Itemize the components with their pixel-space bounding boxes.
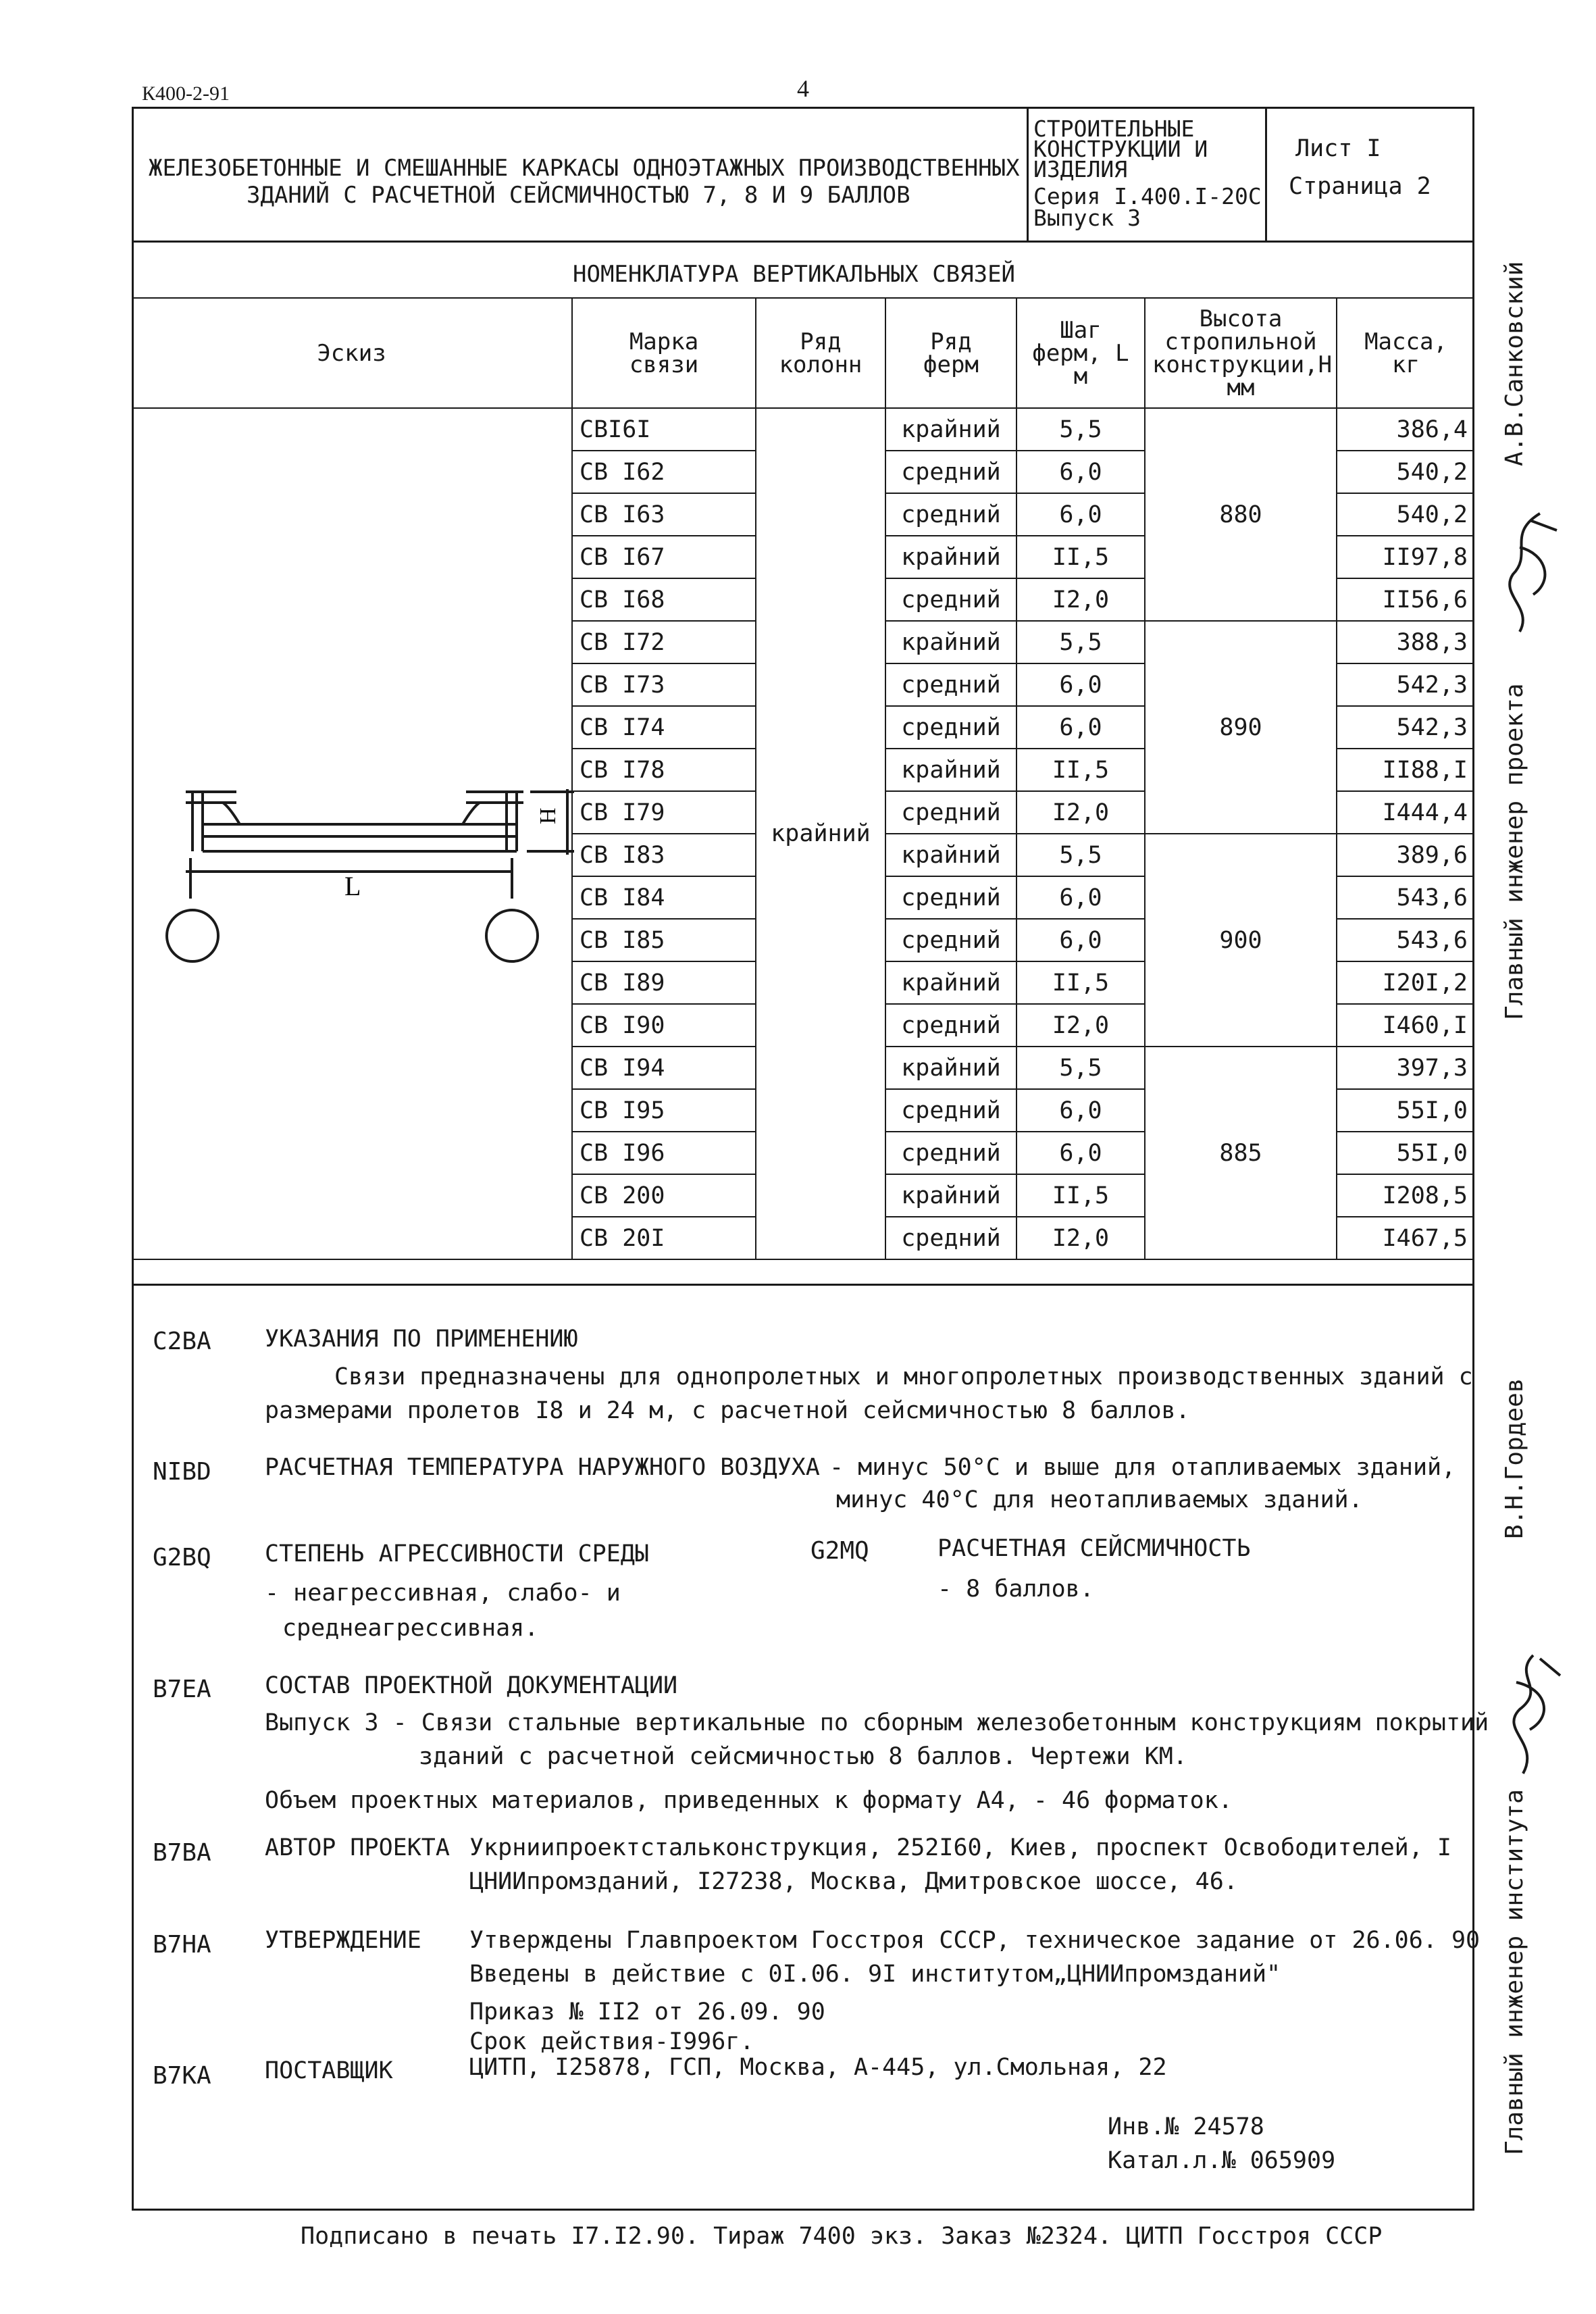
section-usage-text1: Связи предназначены для однопролетных и многопролетных производственных зданий с xyxy=(334,1363,1473,1390)
cell-truss-row: крайний xyxy=(885,1047,1016,1089)
section-approval-text3: Приказ № II2 от 26.09. 90 xyxy=(469,1998,825,2026)
cell-mark: СВ I72 xyxy=(572,621,756,663)
header-divider-2 xyxy=(1265,107,1267,242)
cell-mark: СВ 20I xyxy=(572,1217,756,1259)
doc-code: К400-2-91 xyxy=(142,82,230,105)
category-line3: ИЗДЕЛИЯ xyxy=(1033,156,1128,182)
cell-truss-row: средний xyxy=(885,706,1016,749)
cell-height: 880 xyxy=(1145,408,1337,621)
cell-mark: СВ I83 xyxy=(572,834,756,876)
cell-step: 6,0 xyxy=(1016,919,1145,961)
th-column-row: Ряд колонн xyxy=(756,298,885,408)
cell-mass: II97,8 xyxy=(1337,536,1474,578)
cell-step: 5,5 xyxy=(1016,834,1145,876)
category-line2: КОНСТРУКЦИИ И xyxy=(1033,136,1208,162)
th-step: Шаг ферм, L м xyxy=(1016,298,1145,408)
cell-truss-row: крайний xyxy=(885,536,1016,578)
cell-truss-row: средний xyxy=(885,663,1016,706)
cell-mass: 389,6 xyxy=(1337,834,1474,876)
cell-mass: 543,6 xyxy=(1337,919,1474,961)
section-docs-text1: Выпуск 3 - Связи стальные вертикальные по сборным железобетонным конструкциям покрытий xyxy=(265,1709,1489,1736)
cell-truss-row: крайний xyxy=(885,749,1016,791)
section-usage-text2: размерами пролетов I8 и 24 м, с расчетной сейсмичностью 8 баллов. xyxy=(265,1397,1190,1424)
th-mark: Марка связи xyxy=(572,298,756,408)
side-name-2: В.Н.Гордеев xyxy=(1501,1378,1528,1539)
cell-mass: I444,4 xyxy=(1337,791,1474,834)
catalog-number: Катал.л.№ 065909 xyxy=(1108,2147,1336,2174)
section-seismic-text: - 8 баллов. xyxy=(937,1576,1094,1603)
side-role-1: Главный инженер проекта xyxy=(1501,683,1528,1020)
cell-step: II,5 xyxy=(1016,749,1145,791)
issue-label: Выпуск 3 xyxy=(1033,205,1141,231)
section-author-title: АВТОР ПРОЕКТА xyxy=(265,1834,450,1861)
code-b7ka: В7КА xyxy=(153,2062,211,2090)
section-supplier-text: ЦИТП, I25878, ГСП, Москва, А-445, ул.Смольная, 22 xyxy=(469,2054,1167,2081)
cell-mark: СВ I90 xyxy=(572,1004,756,1047)
cell-step: I2,0 xyxy=(1016,791,1145,834)
section-temp-text1: - минус 50°С и выше для отапливаемых зданий, xyxy=(829,1454,1456,1481)
inventory-number: Инв.№ 24578 xyxy=(1108,2113,1264,2140)
bracing-sketch xyxy=(162,770,594,986)
section-author-text1: Укрниипроектстальконструкция, 252I60, Киев, проспект Освободителей, I xyxy=(469,1834,1451,1861)
cell-mark: СВ I84 xyxy=(572,876,756,919)
cell-step: I2,0 xyxy=(1016,1004,1145,1047)
cell-step: 6,0 xyxy=(1016,451,1145,493)
cell-mark: СВ I73 xyxy=(572,663,756,706)
cell-step: I2,0 xyxy=(1016,578,1145,621)
code-c2ba: С2ВА xyxy=(153,1328,211,1355)
cell-step: II,5 xyxy=(1016,961,1145,1004)
cell-mass: I208,5 xyxy=(1337,1174,1474,1217)
header-divider-1 xyxy=(1027,107,1029,242)
cell-mass: 542,3 xyxy=(1337,663,1474,706)
cell-truss-row: средний xyxy=(885,919,1016,961)
cell-mass: I460,I xyxy=(1337,1004,1474,1047)
cell-step: 5,5 xyxy=(1016,408,1145,451)
cell-truss-row: крайний xyxy=(885,408,1016,451)
cell-truss-row: средний xyxy=(885,1217,1016,1259)
th-height: Высота стропильной конструкции,Н мм xyxy=(1145,298,1337,408)
section-aggr-text1: - неагрессивная, слабо- и xyxy=(265,1580,621,1607)
sketch-label-l: L xyxy=(344,871,361,901)
cell-step: 6,0 xyxy=(1016,1132,1145,1174)
sheet-label: Лист I xyxy=(1295,135,1381,162)
cell-step: 6,0 xyxy=(1016,663,1145,706)
cell-mark: СВ I89 xyxy=(572,961,756,1004)
cell-mark: СВ I62 xyxy=(572,451,756,493)
th-sketch: Эскиз xyxy=(132,298,572,408)
cell-step: 6,0 xyxy=(1016,1089,1145,1132)
cell-mass: 540,2 xyxy=(1337,493,1474,536)
cell-step: 5,5 xyxy=(1016,1047,1145,1089)
cell-truss-row: крайний xyxy=(885,1174,1016,1217)
code-nibd: NIBD xyxy=(153,1458,211,1486)
cell-mass: 55I,0 xyxy=(1337,1132,1474,1174)
table-header-row xyxy=(132,298,1474,408)
section-docs-text3: Объем проектных материалов, приведенных к формату А4, - 46 форматок. xyxy=(265,1787,1233,1814)
cell-mass: 386,4 xyxy=(1337,408,1474,451)
section-author-text2: ЦНИИпромзданий, I27238, Москва, Дмитровское шоссе, 46. xyxy=(469,1868,1238,1895)
cell-mass: II88,I xyxy=(1337,749,1474,791)
section-supplier-title: ПОСТАВЩИК xyxy=(265,2057,393,2084)
cell-truss-row: крайний xyxy=(885,961,1016,1004)
section-docs-text2: зданий с расчетной сейсмичностью 8 баллов. Чертежи КМ. xyxy=(419,1743,1187,1770)
cell-step: 6,0 xyxy=(1016,706,1145,749)
cell-mass: 388,3 xyxy=(1337,621,1474,663)
section-docs-title: СОСТАВ ПРОЕКТНОЙ ДОКУМЕНТАЦИИ xyxy=(265,1672,678,1699)
section-seismic-title: РАСЧЕТНАЯ СЕЙСМИЧНОСТЬ xyxy=(937,1535,1251,1562)
sketch-label-h: H xyxy=(536,807,561,824)
cell-truss-row: крайний xyxy=(885,621,1016,663)
section-usage-title: УКАЗАНИЯ ПО ПРИМЕНЕНИЮ xyxy=(265,1326,578,1353)
cell-step: 6,0 xyxy=(1016,493,1145,536)
cell-height: 885 xyxy=(1145,1047,1337,1259)
code-b7ba: В7ВА xyxy=(153,1839,211,1867)
code-g2bq: G2BQ xyxy=(153,1544,211,1571)
cell-step: 6,0 xyxy=(1016,876,1145,919)
cell-mark: СВ I85 xyxy=(572,919,756,961)
header-bottom-line xyxy=(132,241,1474,243)
signature-2 xyxy=(1493,1649,1574,1784)
cell-mass: 397,3 xyxy=(1337,1047,1474,1089)
page-label: Страница 2 xyxy=(1289,173,1431,200)
cell-mark: СВ I74 xyxy=(572,706,756,749)
cell-truss-row: средний xyxy=(885,1004,1016,1047)
cell-mass: 543,6 xyxy=(1337,876,1474,919)
section-temp-title: РАСЧЕТНАЯ ТЕМПЕРАТУРА НАРУЖНОГО ВОЗДУХА xyxy=(265,1454,820,1481)
cell-height: 890 xyxy=(1145,621,1337,834)
cell-mark: СВ 200 xyxy=(572,1174,756,1217)
cell-mass: 540,2 xyxy=(1337,451,1474,493)
cell-truss-row: крайний xyxy=(885,834,1016,876)
cell-step: 5,5 xyxy=(1016,621,1145,663)
cell-mark: СВ I63 xyxy=(572,493,756,536)
code-b7ea: В7ЕА xyxy=(153,1676,211,1703)
section-approval-text2: Введены в действие с 0I.06. 9I институтом„ЦНИИпромзданий" xyxy=(469,1961,1281,1988)
cell-step: II,5 xyxy=(1016,536,1145,578)
side-name-1: А.В.Санковский xyxy=(1501,261,1528,466)
cell-height: 900 xyxy=(1145,834,1337,1047)
table-row xyxy=(132,408,1474,451)
side-role-2: Главный инженер института xyxy=(1501,1789,1528,2155)
print-footer: Подписано в печать I7.I2.90. Тираж 7400 экз. Заказ №2324. ЦИТП Госстроя СССР xyxy=(301,2223,1383,2250)
cell-mass: 542,3 xyxy=(1337,706,1474,749)
section-aggr-text2: среднеагрессивная. xyxy=(282,1615,539,1642)
signature-1 xyxy=(1493,507,1574,642)
code-b7ha: В7НА xyxy=(153,1931,211,1959)
cell-truss-row: средний xyxy=(885,791,1016,834)
doc-title-line1: ЖЕЛЕЗОБЕТОННЫЕ И СМЕШАННЫЕ КАРКАСЫ ОДНОЭТАЖНЫХ ПРОИЗВОДСТВЕННЫХ xyxy=(149,155,1020,182)
cell-mark: СВ I67 xyxy=(572,536,756,578)
section-aggr-title: СТЕПЕНЬ АГРЕССИВНОСТИ СРЕДЫ xyxy=(265,1540,649,1567)
code-g2mq: G2MQ xyxy=(810,1537,869,1565)
section-approval-text1: Утверждены Главпроектом Госстроя СССР, техническое задание от 26.06. 90 xyxy=(469,1927,1481,1954)
cell-mass: I467,5 xyxy=(1337,1217,1474,1259)
cell-column-row: крайний xyxy=(756,408,885,1259)
th-mass: Масса, кг xyxy=(1337,298,1474,408)
th-truss-row: Ряд ферм xyxy=(885,298,1016,408)
cell-truss-row: средний xyxy=(885,451,1016,493)
cell-mark: СВ I96 xyxy=(572,1132,756,1174)
cell-step: I2,0 xyxy=(1016,1217,1145,1259)
cell-mass: I20I,2 xyxy=(1337,961,1474,1004)
page-number: 4 xyxy=(797,75,809,102)
table-bottom-line xyxy=(132,1284,1474,1286)
cell-mass: 55I,0 xyxy=(1337,1089,1474,1132)
table-caption: НОМЕНКЛАТУРА ВЕРТИКАЛЬНЫХ СВЯЗЕЙ xyxy=(573,261,1016,288)
cell-mark: СВ I95 xyxy=(572,1089,756,1132)
cell-truss-row: средний xyxy=(885,1132,1016,1174)
cell-mass: II56,6 xyxy=(1337,578,1474,621)
series-label: Серия I.400.I-20С xyxy=(1033,183,1262,209)
cell-mark: СВI6I xyxy=(572,408,756,451)
section-temp-text2: минус 40°С для неотапливаемых зданий. xyxy=(836,1486,1363,1513)
section-approval-title: УТВЕРЖДЕНИЕ xyxy=(265,1927,421,1954)
cell-truss-row: средний xyxy=(885,578,1016,621)
cell-truss-row: средний xyxy=(885,876,1016,919)
cell-mark: СВ I94 xyxy=(572,1047,756,1089)
cell-mark: СВ I78 xyxy=(572,749,756,791)
cell-mark: СВ I79 xyxy=(572,791,756,834)
cell-truss-row: средний xyxy=(885,493,1016,536)
cell-mark: СВ I68 xyxy=(572,578,756,621)
cell-step: II,5 xyxy=(1016,1174,1145,1217)
cell-truss-row: средний xyxy=(885,1089,1016,1132)
category-line1: СТРОИТЕЛЬНЫЕ xyxy=(1033,116,1195,142)
section-approval-text4: Срок действия-I996г. xyxy=(469,2028,754,2055)
doc-title-line2: ЗДАНИЙ С РАСЧЕТНОЙ СЕЙСМИЧНОСТЬЮ 7, 8 И 9 БАЛЛОВ xyxy=(247,182,910,209)
